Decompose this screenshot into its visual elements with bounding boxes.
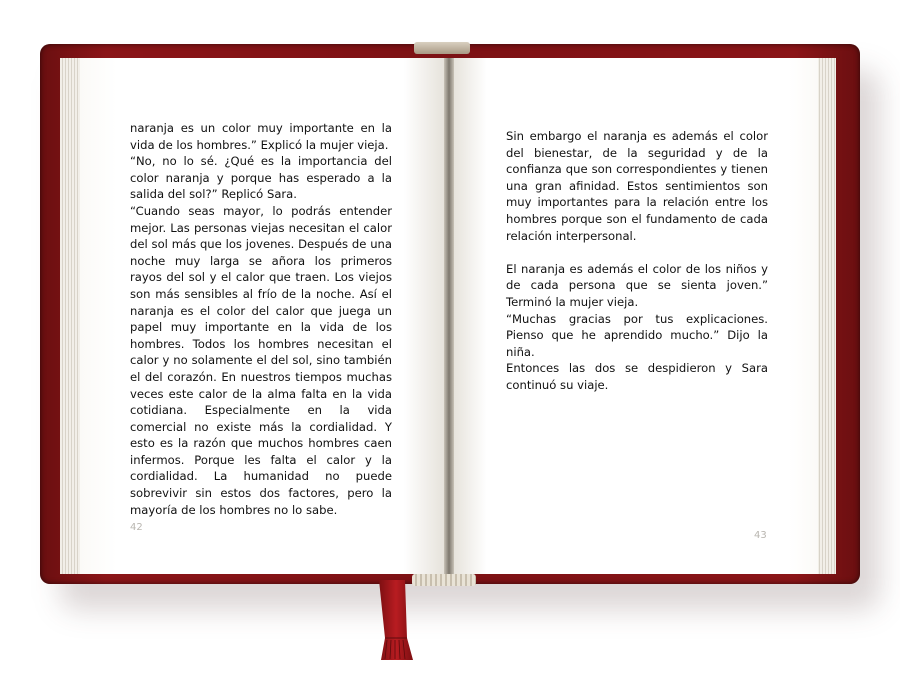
paragraph: “Cuando seas mayor, lo podrás entender mejor. Las personas viejas necesitan el calor del sol más que los jovenes. Después de una noche muy larga se añora los primeros rayos del sol y el calor que traen. Los viejos son más sensibles al frío de la noche. Así el naranja es el color del calor que juega un papel muy importante en la vida de los hombres. Todos los hombres necesitan el calor y no solamente el del sol, sino también el del corazón. En nuestros tiempos muchas veces este calor de la alma falta en la vida cotidiana. Especialmente en la vida comercial no existe más la cordialidad. Y esto es la razón que muchos hombres caen infermos. Porque les falta el calor y la cordialidad. La humanidad no puede sobrevivir sin estos dos factores, pero la mayoría de los hombres no lo sabe.	[130, 203, 392, 517]
left-page-text	[130, 120, 392, 518]
right-page	[450, 58, 818, 574]
paragraph: Sin embargo el naranja es además el color del bienestar, de la seguridad y de la confianza que son correspondientes y tienen una gran afinidad. Estos sentimientos son muy importantes para la relación entre los hombres porque son el fundamento de cada relación interpersonal.	[506, 129, 768, 243]
page-number-left: 42	[130, 522, 143, 533]
left-page	[80, 58, 448, 574]
spine-headband	[414, 42, 470, 54]
book-gutter	[444, 58, 454, 574]
paragraph: “No, no lo sé. ¿Qué es la importancia del color naranja y porque has esperado a la salida del sol?” Replicó Sara.	[130, 154, 392, 202]
paragraph: “Muchas gracias por tus explicaciones. Pienso que he aprendido mucho.” Dijo la niña.	[506, 311, 768, 359]
right-page-text	[506, 128, 768, 394]
paragraph: Entonces las dos se despidieron y Sara continuó su viaje.	[506, 361, 768, 392]
paragraph: El naranja es además el color de los niños y de cada persona que se sienta joven.” Terminó la mujer vieja.	[506, 261, 768, 309]
paragraph: naranja es un color muy importante en la vida de los hombres.” Explicó la mujer vieja.	[130, 121, 392, 152]
ribbon-bookmark[interactable]	[377, 580, 415, 662]
spine-tailband	[412, 574, 476, 586]
paragraph-gap	[506, 244, 768, 261]
page-number-right: 43	[754, 530, 767, 541]
